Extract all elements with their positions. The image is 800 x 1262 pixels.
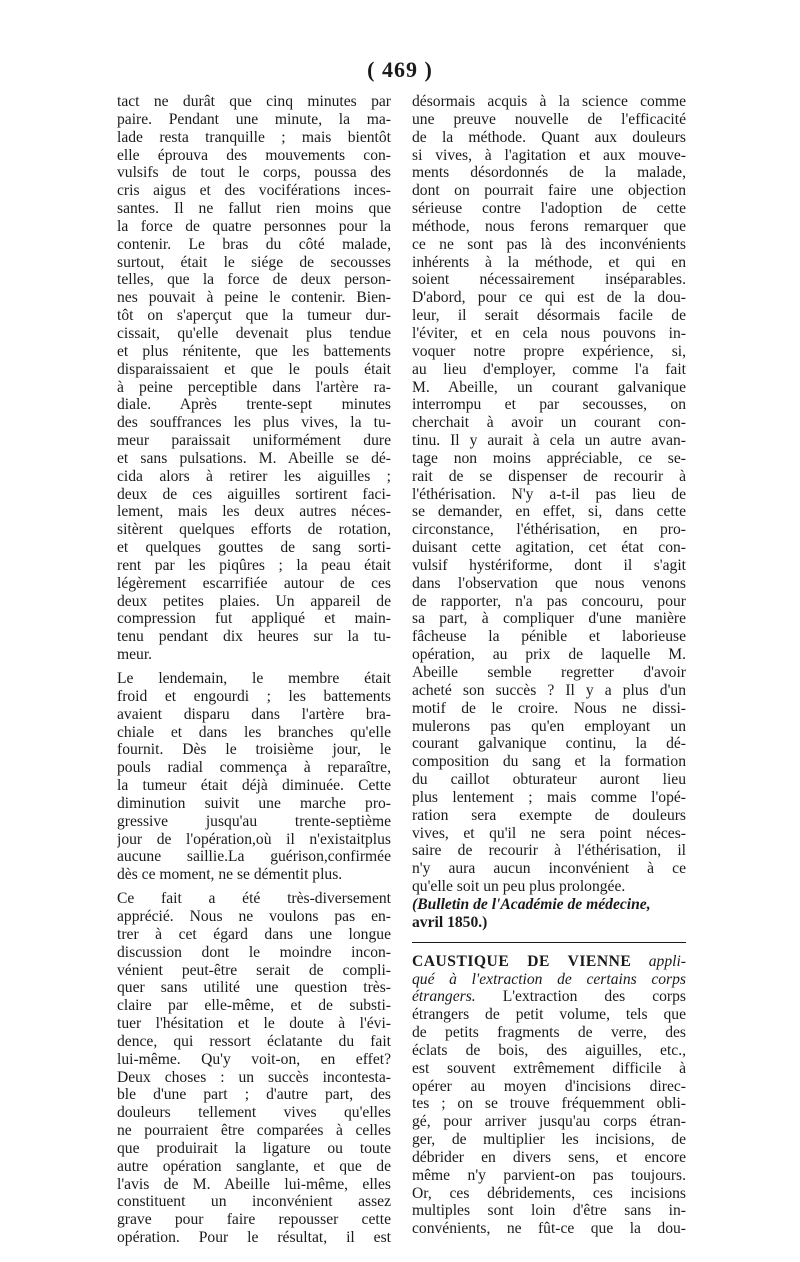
text-line: et quelques gouttes de sang sorti- [117,539,391,557]
text-line: duisant cette agitation, cet état con- [412,539,686,557]
text-line: ration sera exempte de douleurs [412,806,686,824]
text-line: cida alors à retirer les aiguilles ; [117,467,391,485]
text-line: inhérents à la méthode, et qui en [412,253,686,271]
section-text-start: L'extraction des corps [502,988,686,1006]
text-line: elle éprouva des mouvements con- [117,146,391,164]
text-line: quer sans utilité une question très- [117,979,391,997]
text-line: ger, de multiplier les incisions, de [412,1131,686,1149]
text-line: surtout, était le siége de secousses [117,253,391,271]
text-line: gé, pour arriver jusqu'au corps étran- [412,1113,686,1131]
text-line: grave pour faire repousser cette [117,1211,391,1229]
text-line: dont on pourrait faire une objection [412,182,686,200]
text-line: tinu. Il y aurait à cela un autre avan- [412,432,686,450]
text-line: meur. [117,646,153,664]
text-line: Abeille semble regretter d'avoir [412,664,686,681]
section-first-line [412,988,686,1006]
paragraph [117,890,391,1247]
text-line: discussion dont le moindre incon- [117,943,391,961]
text-line: opérer au moyen d'incisions direc- [412,1077,686,1095]
text-line: gressive jusqu'au trente-septième [117,812,391,830]
text-line: leur, il serait désormais facile de [412,307,686,325]
text-line: chiale et dans les branches qu'elle [117,723,391,741]
text-line: douleurs tellement vives qu'elles [117,1104,391,1122]
text-line: dès ce moment, ne se démentit plus. [117,866,343,884]
text-line: compression fut appliqué et main- [117,610,391,628]
text-line: et plus rénitente, que les battements [117,342,391,360]
text-line: apprécié. Nous ne voulons pas en- [117,907,391,925]
text-line: cissait, qu'elle devenait plus tendue [117,324,391,342]
text-line: opération. Pour le résultat, il est [117,1229,391,1247]
text-line: tes ; on se trouve fréquemment obli- [412,1095,686,1113]
text-line: ce ne sont pas là des inconvénients [412,235,686,253]
section-subtitle-end: étrangers. [412,988,476,1006]
text-line: saire de recourir à l'éthérisation, il [412,842,686,860]
text-line: tact ne durât que cinq minutes par [117,93,391,110]
text-line: lui-même. Qu'y voit-on, en effet? [117,1050,391,1068]
text-line: lement, mais les deux autres néces- [117,503,391,521]
text-line: dence, qui ressort éclatante du fait [117,1032,391,1050]
text-line: l'éthérisation. N'y a-t-il pas lieu de [412,485,686,503]
text-line: sérieuse contre l'adoption de cette [412,200,686,218]
text-line: avaient disparu dans l'artère bra- [117,705,391,723]
text-line: du caillot obturateur auront lieu [412,771,686,789]
text-line: opération, au prix de laquelle M. [412,646,686,664]
text-line: claire par elle-même, et de substi- [117,997,391,1015]
text-line: diale. Après trente-sept minutes [117,396,391,414]
page-number: ( 469 ) [367,57,433,82]
text-line: dans l'observation que nous venons [412,574,686,592]
text-line: tenu pendant dix heures sur la tu- [117,628,391,646]
text-line: vulsifs de tout le corps, poussa des [117,164,391,182]
text-line: acheté son succès ? Il y a plus d'un [412,681,686,699]
text-line: soient nécessairement inséparables. [412,271,686,289]
left-column [117,93,391,1247]
text-line: paire. Pendant une minute, la ma- [117,110,391,128]
text-line: plus lentement ; mais comme l'opé- [412,788,686,806]
text-line: au lieu d'employer, comme l'a fait [412,360,686,378]
text-line: l'éviter, et en cela nous pouvons in- [412,324,686,342]
text-line: M. Abeille, un courant galvanique [412,378,686,396]
text-line: convénients, ne fût-ce que la dou- [412,1220,686,1238]
text-line: si vives, à l'agitation et aux mouve- [412,146,686,164]
text-line: la force de quatre personnes pour la [117,217,391,235]
text-line: ne pourraient être comparées à celles [117,1122,391,1140]
text-line: sa part, à compliquer d'une manière [412,610,686,628]
text-line: ble d'une part ; d'autre part, des [117,1086,391,1104]
text-line: autre opération sanglante, et que de [117,1157,391,1175]
text-line: lade resta tranquille ; mais bientôt [117,128,391,146]
text-line: circonstance, l'éthérisation, en pro- [412,521,686,539]
text-line: rent par les piqûres ; la peau était [117,556,391,574]
text-line: vulsif hystériforme, dont il s'agit [412,556,686,574]
text-line: telles, que la force de deux person- [117,271,391,289]
text-line: Ce fait a été très-diversement [117,890,391,908]
text-line: jour de l'opération,où il n'existaitplus [117,830,391,848]
text-line: deux petites plaies. Un appareil de [117,592,391,610]
text-line: se demander, en effet, si, dans cette [412,503,686,521]
text-line: de la méthode. Quant aux douleurs [412,128,686,146]
text-line: meur paraissait uniformément dure [117,432,391,450]
text-line: tuer l'hésitation et le doute à l'évi- [117,1015,391,1033]
text-line: fournit. Dès le troisième jour, le [117,741,391,759]
paragraph [412,93,686,896]
text-line: ments désordonnés de la malade, [412,164,686,182]
text-line: pouls radial commença à reparaître, [117,759,391,777]
text-line: contenir. Le bras du côté malade, [117,235,391,253]
text-line: n'y aura aucun inconvénient à ce [412,860,686,878]
text-line: la tumeur était déjà diminuée. Cette [117,777,391,795]
text-line: composition du sang et la formation [412,753,686,771]
text-line: à peine perceptible dans l'artère ra- [117,378,391,396]
section-body [412,1006,686,1238]
text-line: étrangers de petit volume, tels que [412,1006,686,1024]
text-line: est souvent extrêmement difficile à [412,1059,686,1077]
text-line: des souffrances les plus vives, la tu- [117,414,391,432]
text-line: et sans pulsations. M. Abeille se dé- [117,449,391,467]
text-line: sitèrent quelques efforts de rotation, [117,521,391,539]
text-line: diminution suivit une marche pro- [117,794,391,812]
text-line: vives, et qu'il ne sera point néces- [412,824,686,842]
citation-date: avril 1850.) [412,913,488,931]
text-line: légèrement escarrifiée autour de ces [117,574,391,592]
text-line: que produirait la ligature ou toute [117,1139,391,1157]
text-line: de petits fragments de verre, des [412,1024,686,1042]
section-divider [412,942,686,943]
section-subtitle-line: qué à l'extraction de certains corps [412,970,686,988]
text-line: disparaissaient et que le pouls était [117,360,391,378]
citation-source: (Bulletin de l'Académie de médecine, [412,895,651,913]
section-heading: CAUSTIQUE DE VIENNE [412,952,632,970]
text-line: débrider en divers sens, et encore [412,1148,686,1166]
text-line: nes pouvait à peine le contenir. Bien- [117,289,391,307]
text-line: même n'y parvient-on pas toujours. [412,1166,686,1184]
text-line: une preuve nouvelle de l'efficacité [412,110,686,128]
section-heading-line [412,953,686,971]
paragraph [117,670,391,884]
text-line: voquer notre propre expérience, si, [412,342,686,360]
text-line: Or, ces débridements, ces incisions [412,1184,686,1202]
text-line: aucune saillie.La guérison,confirmée [117,848,391,866]
text-line: cris aigus et des vociférations inces- [117,182,391,200]
text-line: vénient peut-être serait de compli- [117,961,391,979]
text-line: tôt on s'aperçut que la tumeur dur- [117,307,391,325]
text-line: mulerons pas qu'en employant un [412,717,686,735]
text-line: cherchait à avoir un courant con- [412,414,686,432]
text-line: Deux choses : un succès incontesta- [117,1068,391,1086]
text-line: l'avis de M. Abeille lui-même, elles [117,1175,391,1193]
text-line: éclats de bois, des aiguilles, etc., [412,1041,686,1059]
text-line: qu'elle soit un peu plus prolongée. [412,878,626,896]
text-line: Le lendemain, le membre était [117,670,391,687]
text-line: désormais acquis à la science comme [412,93,686,110]
text-line: tage non moins appréciable, ce se- [412,449,686,467]
text-line: santes. Il ne fallut rien moins que [117,200,391,218]
text-line: courant galvanique continu, la dé- [412,735,686,753]
paragraph [117,93,391,664]
text-line: motif de le croire. Nous ne dissi- [412,699,686,717]
text-line: trer à cet égard dans une longue [117,925,391,943]
text-line: méthode, nous ferons remarquer que [412,217,686,235]
text-line: de rapporter, n'a pas concouru, pour [412,592,686,610]
text-line: froid et engourdi ; les battements [117,687,391,705]
text-line: rait de se dispenser de recourir à [412,467,686,485]
text-line: interrompu et par secousses, on [412,396,686,414]
section-subtitle: appli- [648,952,686,970]
text-line: deux de ces aiguilles sortirent faci- [117,485,391,503]
text-line: constituent un inconvénient assez [117,1193,391,1211]
right-column [412,93,686,1238]
text-line: D'abord, pour ce qui est de la dou- [412,289,686,307]
text-line: multiples sont loin d'être sans in- [412,1202,686,1220]
section-caustique [412,953,686,1239]
text-line: fâcheuse la pénible et laborieuse [412,628,686,646]
